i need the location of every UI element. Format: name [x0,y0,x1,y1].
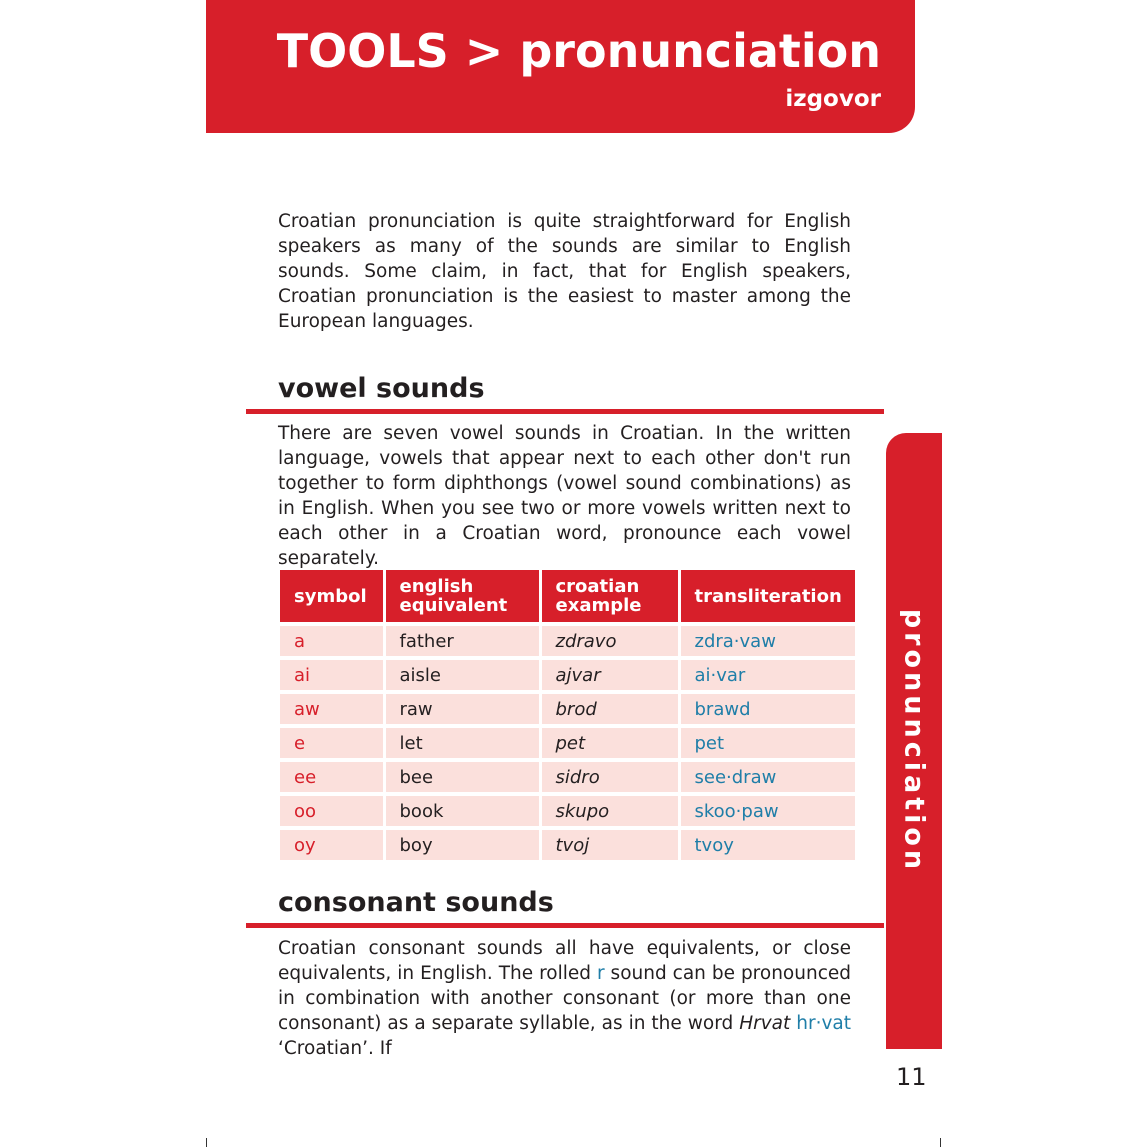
cell-croatian: zdravo [540,624,679,658]
crop-mark-right [940,1138,941,1147]
cell-transliteration: brawd [679,692,855,726]
cell-symbol: a [280,624,384,658]
cell-transliteration: skoo·paw [679,794,855,828]
cell-symbol: ee [280,760,384,794]
table-header-row [280,570,855,624]
cell-english: bee [384,760,540,794]
cell-croatian: skupo [540,794,679,828]
cell-croatian: sidro [540,760,679,794]
cell-transliteration: tvoy [679,828,855,860]
cell-croatian: pet [540,726,679,760]
table-row [280,726,855,760]
vowel-section-rule [246,409,884,414]
intro-paragraph: Croatian pronunciation is quite straightforward for English speakers as many of the sounds are similar to English sounds. Some claim, in fact, that for English speakers, Croatian pronunciation is the easiest to master among the European languages. [278,211,851,332]
vowel-paragraph: There are seven vowel sounds in Croatian. In the written language, vowels that appear next to each other don't run together to form diphthongs (vowel sound combinations) as in English. When you see two or more vowels written next to each other in a Croatian word, pronounce each vowel separately. [278,423,851,569]
vowel-sounds-heading: vowel sounds [278,373,485,404]
side-tab-label: pronunciation [898,608,930,874]
cell-transliteration: see·draw [679,760,855,794]
cell-symbol: e [280,726,384,760]
header-symbol: symbol [280,570,384,624]
cell-english: aisle [384,658,540,692]
side-section-tab [886,433,942,1049]
header-croatian-example: croatian example [540,570,679,624]
table-row [280,794,855,828]
header-english-equivalent: english equivalent [384,570,540,624]
cell-english: boy [384,828,540,860]
cell-croatian: brod [540,692,679,726]
cell-symbol: oy [280,828,384,860]
consonant-sounds-heading: consonant sounds [278,887,554,918]
cell-symbol: aw [280,692,384,726]
cell-english: raw [384,692,540,726]
table-row [280,760,855,794]
header-transliteration: transliteration [679,570,855,624]
table-row [280,658,855,692]
cell-symbol: ai [280,658,384,692]
page-number: 11 [896,1063,927,1091]
consonant-section-rule [246,923,884,928]
cell-english: let [384,726,540,760]
cell-transliteration: ai·var [679,658,855,692]
consonant-text-2: sound can be pronounced in combination with another consonant (or more than one consonant) as a separate syllable, as in the word [278,963,851,1034]
chapter-subtitle: izgovor [785,86,881,112]
consonant-text-3: ‘Croatian’. If [278,1038,392,1059]
consonant-text-1: Croatian consonant sounds all have equivalents, or close equivalents, in English. The rolled [278,938,851,984]
table-row [280,692,855,726]
consonant-paragraph [278,936,851,1061]
example-transliteration: hr·vat [796,1013,851,1034]
crop-mark-left [206,1138,207,1147]
cell-english: father [384,624,540,658]
cell-transliteration: pet [679,726,855,760]
chapter-header [206,0,915,133]
example-word: Hrvat [739,1013,791,1034]
cell-symbol: oo [280,794,384,828]
cell-transliteration: zdra·vaw [679,624,855,658]
vowel-table [280,570,855,860]
cell-croatian: ajvar [540,658,679,692]
highlight-r: r [596,963,605,984]
table-row [280,828,855,860]
cell-english: book [384,794,540,828]
chapter-title: TOOLS > pronunciation [276,24,881,78]
table-row [280,624,855,658]
cell-croatian: tvoj [540,828,679,860]
